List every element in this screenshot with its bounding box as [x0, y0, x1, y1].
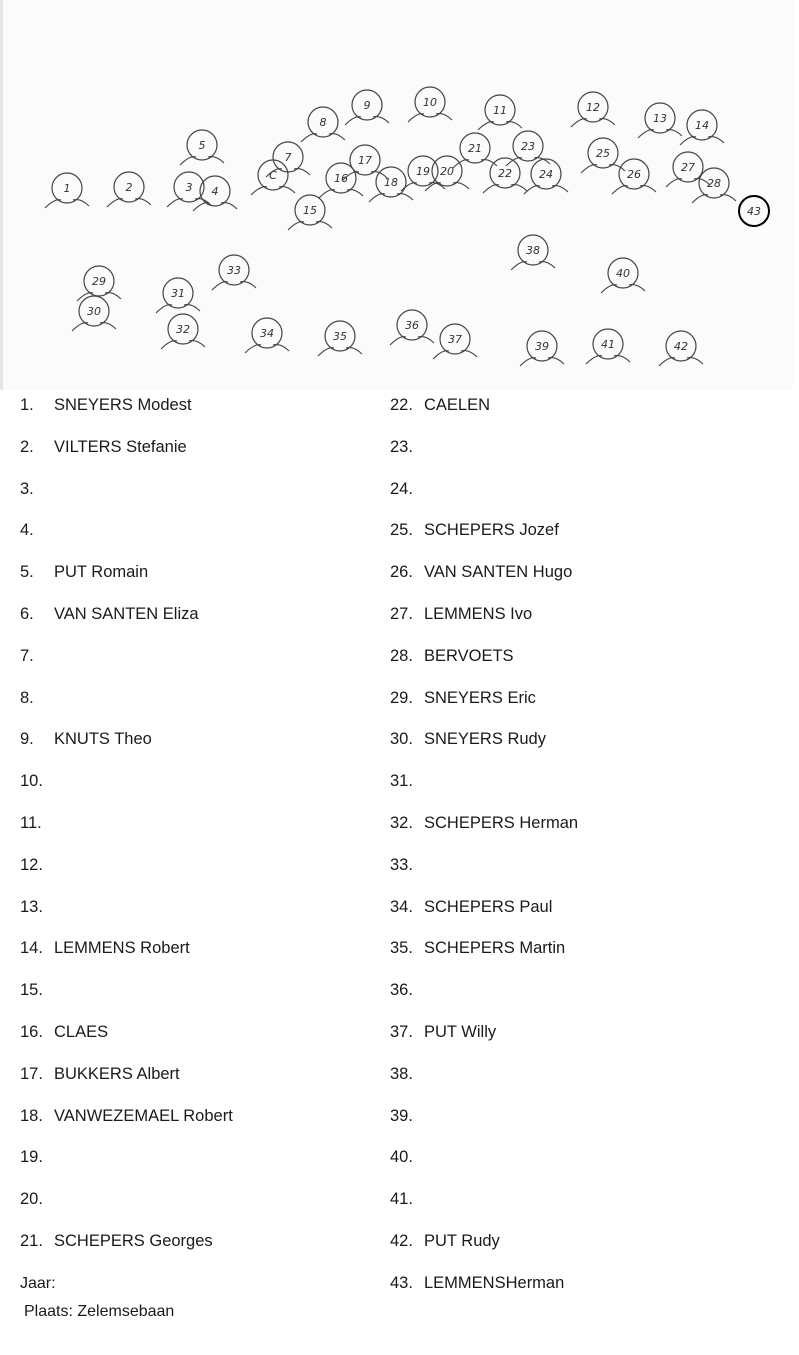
- person-marker: [666, 152, 710, 187]
- year-label: Jaar:: [20, 1275, 56, 1292]
- shoulders-mark: [180, 157, 224, 165]
- person-marker: [692, 168, 736, 203]
- row-number: 23.: [390, 437, 413, 456]
- row-name: VILTERS Stefanie: [54, 437, 187, 456]
- shoulders-mark: [161, 341, 205, 349]
- person-marker: [107, 172, 151, 207]
- list-row: [390, 385, 770, 427]
- person-marker: [408, 87, 452, 122]
- shoulders-mark: [343, 172, 387, 180]
- row-name: SCHEPERS Georges: [54, 1231, 213, 1250]
- photo-sketch: [0, 0, 793, 390]
- head-number: 2: [125, 181, 133, 194]
- head-number: 41: [601, 338, 615, 351]
- list-row: [20, 385, 400, 427]
- person-marker: [586, 329, 630, 364]
- head-number: 28: [707, 177, 721, 190]
- list-row: [20, 928, 400, 970]
- shoulders-mark: [288, 222, 332, 230]
- shoulders-mark: [72, 323, 116, 331]
- person-marker: [72, 296, 116, 331]
- head-number: 19: [416, 165, 430, 178]
- row-number: 5.: [20, 563, 34, 582]
- head-number: 13: [653, 112, 667, 125]
- head-number: 17: [358, 154, 372, 167]
- list-row: [390, 552, 770, 594]
- row-name: KNUTS Theo: [54, 730, 152, 749]
- row-name: PUT Willy: [424, 1022, 497, 1041]
- person-marker: [680, 110, 724, 145]
- row-number: 16.: [20, 1022, 43, 1041]
- shoulders-mark: [193, 203, 237, 211]
- row-number: 17.: [20, 1064, 43, 1083]
- head-number: 27: [681, 161, 695, 174]
- person-marker: [612, 159, 656, 194]
- row-name: LEMMENSHerman: [424, 1273, 565, 1292]
- person-marker: [581, 138, 625, 173]
- row-number: 35.: [390, 939, 413, 958]
- list-row: [20, 510, 400, 552]
- person-marker: [390, 310, 434, 345]
- shoulders-mark: [612, 186, 656, 194]
- person-marker: [524, 159, 568, 194]
- person-marker: [251, 160, 295, 195]
- row-name: LEMMENS Robert: [54, 939, 190, 958]
- head-number: 18: [384, 176, 398, 189]
- list-row: [390, 970, 770, 1012]
- head-number: C: [269, 169, 277, 182]
- shoulders-mark: [390, 337, 434, 345]
- row-number: 28.: [390, 646, 413, 665]
- row-name: SCHEPERS Herman: [424, 813, 579, 832]
- shoulders-mark: [659, 358, 703, 366]
- person-marker: [212, 255, 256, 290]
- list-row: [20, 1096, 400, 1138]
- list-row: [20, 845, 400, 887]
- head-number: 15: [303, 204, 317, 217]
- shoulders-mark: [245, 345, 289, 353]
- list-row: [390, 1221, 770, 1263]
- head-number: 3: [185, 181, 193, 194]
- head-number: 9: [363, 99, 371, 112]
- person-marker: [45, 173, 89, 208]
- row-name: LEMMENS Ivo: [424, 604, 533, 623]
- list-row: [20, 1179, 400, 1221]
- list-row: [390, 803, 770, 845]
- row-number: 18.: [20, 1106, 43, 1125]
- person-marker: [245, 318, 289, 353]
- person-marker: [193, 176, 237, 211]
- list-row: [390, 678, 770, 720]
- shoulders-mark: [666, 179, 710, 187]
- shoulders-mark: [301, 134, 345, 142]
- row-number: 38.: [390, 1064, 413, 1083]
- row-number: 7.: [20, 646, 34, 665]
- row-name: SCHEPERS Martin: [424, 939, 566, 958]
- list-row: [390, 1012, 770, 1054]
- row-name: BUKKERS Albert: [54, 1064, 180, 1083]
- person-marker: [520, 331, 564, 366]
- row-number: 24.: [390, 479, 413, 498]
- row-number: 13.: [20, 897, 43, 916]
- shoulders-mark: [483, 185, 527, 193]
- row-number: 8.: [20, 688, 34, 707]
- head-number: 42: [674, 340, 688, 353]
- row-name: CAELEN: [424, 396, 491, 414]
- list-row: [390, 1263, 770, 1305]
- shoulders-mark: [586, 356, 630, 364]
- person-marker: [638, 103, 682, 138]
- shoulders-mark: [345, 117, 389, 125]
- row-name: CLAES: [54, 1022, 109, 1041]
- list-row: [20, 1054, 400, 1096]
- head-number: 7: [284, 151, 292, 164]
- list-row: [20, 719, 400, 761]
- list-row: [20, 1012, 400, 1054]
- person-marker: [433, 324, 477, 359]
- row-number: 37.: [390, 1022, 413, 1041]
- place-label: Plaats: Zelemsebaan: [24, 1303, 175, 1320]
- row-number: 43.: [390, 1273, 413, 1292]
- shoulders-mark: [45, 200, 89, 208]
- shoulders-mark: [571, 119, 615, 127]
- row-name: SCHEPERS Paul: [424, 897, 553, 916]
- head-number: 8: [319, 116, 327, 129]
- row-name: BERVOETS: [424, 646, 514, 665]
- list-row: [20, 552, 400, 594]
- list-row: [390, 761, 770, 803]
- row-name: VAN SANTEN Eliza: [54, 604, 199, 623]
- person-marker: [478, 95, 522, 130]
- shoulders-mark: [318, 348, 362, 356]
- list-row: [390, 636, 770, 678]
- person-marker: [288, 195, 332, 230]
- row-name: SNEYERS Modest: [54, 396, 192, 414]
- list-row: [390, 1054, 770, 1096]
- head-number: 39: [535, 340, 549, 353]
- head-number: 14: [695, 119, 709, 132]
- list-row: [20, 678, 400, 720]
- shoulders-mark: [524, 186, 568, 194]
- row-number: 21.: [20, 1231, 43, 1250]
- list-row: [390, 469, 770, 511]
- head-number: 10: [423, 96, 437, 109]
- row-number: 15.: [20, 981, 43, 1000]
- person-marker: [506, 131, 550, 166]
- person-marker: [511, 235, 555, 270]
- row-number: 40.: [390, 1148, 413, 1167]
- list-row: [20, 803, 400, 845]
- shoulders-mark: [107, 199, 151, 207]
- head-number: 24: [539, 168, 553, 181]
- head-number: 4: [211, 185, 219, 198]
- person-marker: [319, 163, 363, 198]
- row-name: VAN SANTEN Hugo: [424, 563, 573, 582]
- row-number: 39.: [390, 1106, 413, 1125]
- shoulders-mark: [369, 194, 413, 202]
- row-number: 20.: [20, 1190, 43, 1209]
- list-row: [20, 887, 400, 929]
- row-number: 10.: [20, 772, 43, 791]
- head-number: 21: [468, 142, 482, 155]
- person-marker: [571, 92, 615, 127]
- person-marker: [156, 278, 200, 313]
- row-number: 25.: [390, 521, 413, 540]
- person-marker: [318, 321, 362, 356]
- shoulders-mark: [520, 358, 564, 366]
- shoulders-mark: [581, 165, 625, 173]
- shoulders-mark: [638, 130, 682, 138]
- shoulders-mark: [680, 137, 724, 145]
- head-number: 11: [493, 104, 507, 117]
- row-number: 12.: [20, 855, 43, 874]
- list-row: [390, 719, 770, 761]
- shoulders-mark: [251, 187, 295, 195]
- row-name: PUT Romain: [54, 563, 149, 582]
- list-row: [20, 970, 400, 1012]
- row-number: 22.: [390, 396, 413, 414]
- row-number: 14.: [20, 939, 43, 958]
- list-row: [390, 1179, 770, 1221]
- row-name: VANWEZEMAEL Robert: [54, 1106, 233, 1125]
- list-row: [20, 594, 400, 636]
- list-row: [390, 594, 770, 636]
- head-number: 5: [198, 139, 206, 152]
- person-marker: [401, 156, 445, 191]
- list-row: [20, 469, 400, 511]
- head-number: 29: [92, 275, 106, 288]
- row-number: 4.: [20, 521, 34, 540]
- head-number: 33: [227, 264, 241, 277]
- list-row: [20, 427, 400, 469]
- list-row: [390, 845, 770, 887]
- head-number: 40: [616, 267, 630, 280]
- row-number: 34.: [390, 897, 413, 916]
- row-name: SNEYERS Rudy: [424, 730, 546, 749]
- list-row: [390, 887, 770, 929]
- row-number: 42.: [390, 1231, 413, 1250]
- head-number: 32: [176, 323, 190, 336]
- list-row: [390, 928, 770, 970]
- head-number: 30: [87, 305, 101, 318]
- person-marker: [369, 167, 413, 202]
- shoulders-mark: [601, 285, 645, 293]
- shoulders-mark: [433, 351, 477, 359]
- person-marker: [180, 130, 224, 165]
- person-marker: [483, 158, 527, 193]
- list-row: [20, 636, 400, 678]
- head-number: 25: [596, 147, 610, 160]
- head-number: 12: [586, 101, 600, 114]
- row-name: SNEYERS Eric: [424, 688, 536, 707]
- head-number: 16: [334, 172, 348, 185]
- row-number: 19.: [20, 1148, 43, 1167]
- head-number: 43: [747, 205, 761, 218]
- row-number: 6.: [20, 604, 34, 623]
- head-number: 26: [627, 168, 641, 181]
- person-marker: [659, 331, 703, 366]
- person-marker: [77, 266, 121, 301]
- head-number: 37: [448, 333, 462, 346]
- row-number: 29.: [390, 688, 413, 707]
- shoulders-mark: [478, 122, 522, 130]
- head-number: 23: [521, 140, 535, 153]
- row-number: 41.: [390, 1190, 413, 1209]
- list-row: [20, 1221, 400, 1263]
- head-number: 20: [440, 165, 454, 178]
- row-number: 27.: [390, 604, 413, 623]
- shoulders-mark: [212, 282, 256, 290]
- name-list-right: [390, 385, 770, 1305]
- person-marker: [343, 145, 387, 180]
- list-row: [390, 1096, 770, 1138]
- head-number: 22: [498, 167, 512, 180]
- head-number: 35: [333, 330, 347, 343]
- row-name: SCHEPERS Jozef: [424, 521, 559, 540]
- person-marker: [161, 314, 205, 349]
- head-number: 34: [260, 327, 274, 340]
- shoulders-mark: [511, 262, 555, 270]
- shoulders-mark: [408, 114, 452, 122]
- list-row: [20, 761, 400, 803]
- list-row: [390, 1137, 770, 1179]
- person-marker: [453, 133, 497, 168]
- name-list-left: [20, 385, 400, 1263]
- list-row: [20, 1137, 400, 1179]
- row-number: 31.: [390, 772, 413, 791]
- shoulders-mark: [156, 305, 200, 313]
- person-marker: [739, 196, 769, 226]
- head-number: 36: [405, 319, 419, 332]
- row-number: 3.: [20, 479, 34, 498]
- row-number: 9.: [20, 730, 34, 749]
- list-row: [390, 510, 770, 552]
- head-number: 1: [63, 182, 71, 195]
- row-number: 26.: [390, 563, 413, 582]
- head-number: 38: [526, 244, 540, 257]
- row-number: 32.: [390, 813, 413, 832]
- row-number: 30.: [390, 730, 413, 749]
- person-marker: [345, 90, 389, 125]
- row-number: 33.: [390, 855, 413, 874]
- list-row: [390, 427, 770, 469]
- shoulders-mark: [319, 190, 363, 198]
- shoulders-mark: [692, 195, 736, 203]
- row-name: PUT Rudy: [424, 1231, 500, 1250]
- person-marker: [601, 258, 645, 293]
- row-number: 1.: [20, 396, 34, 414]
- row-number: 11.: [20, 813, 42, 832]
- head-number: 31: [171, 287, 185, 300]
- row-number: 2.: [20, 437, 34, 456]
- row-number: 36.: [390, 981, 413, 1000]
- person-marker: [301, 107, 345, 142]
